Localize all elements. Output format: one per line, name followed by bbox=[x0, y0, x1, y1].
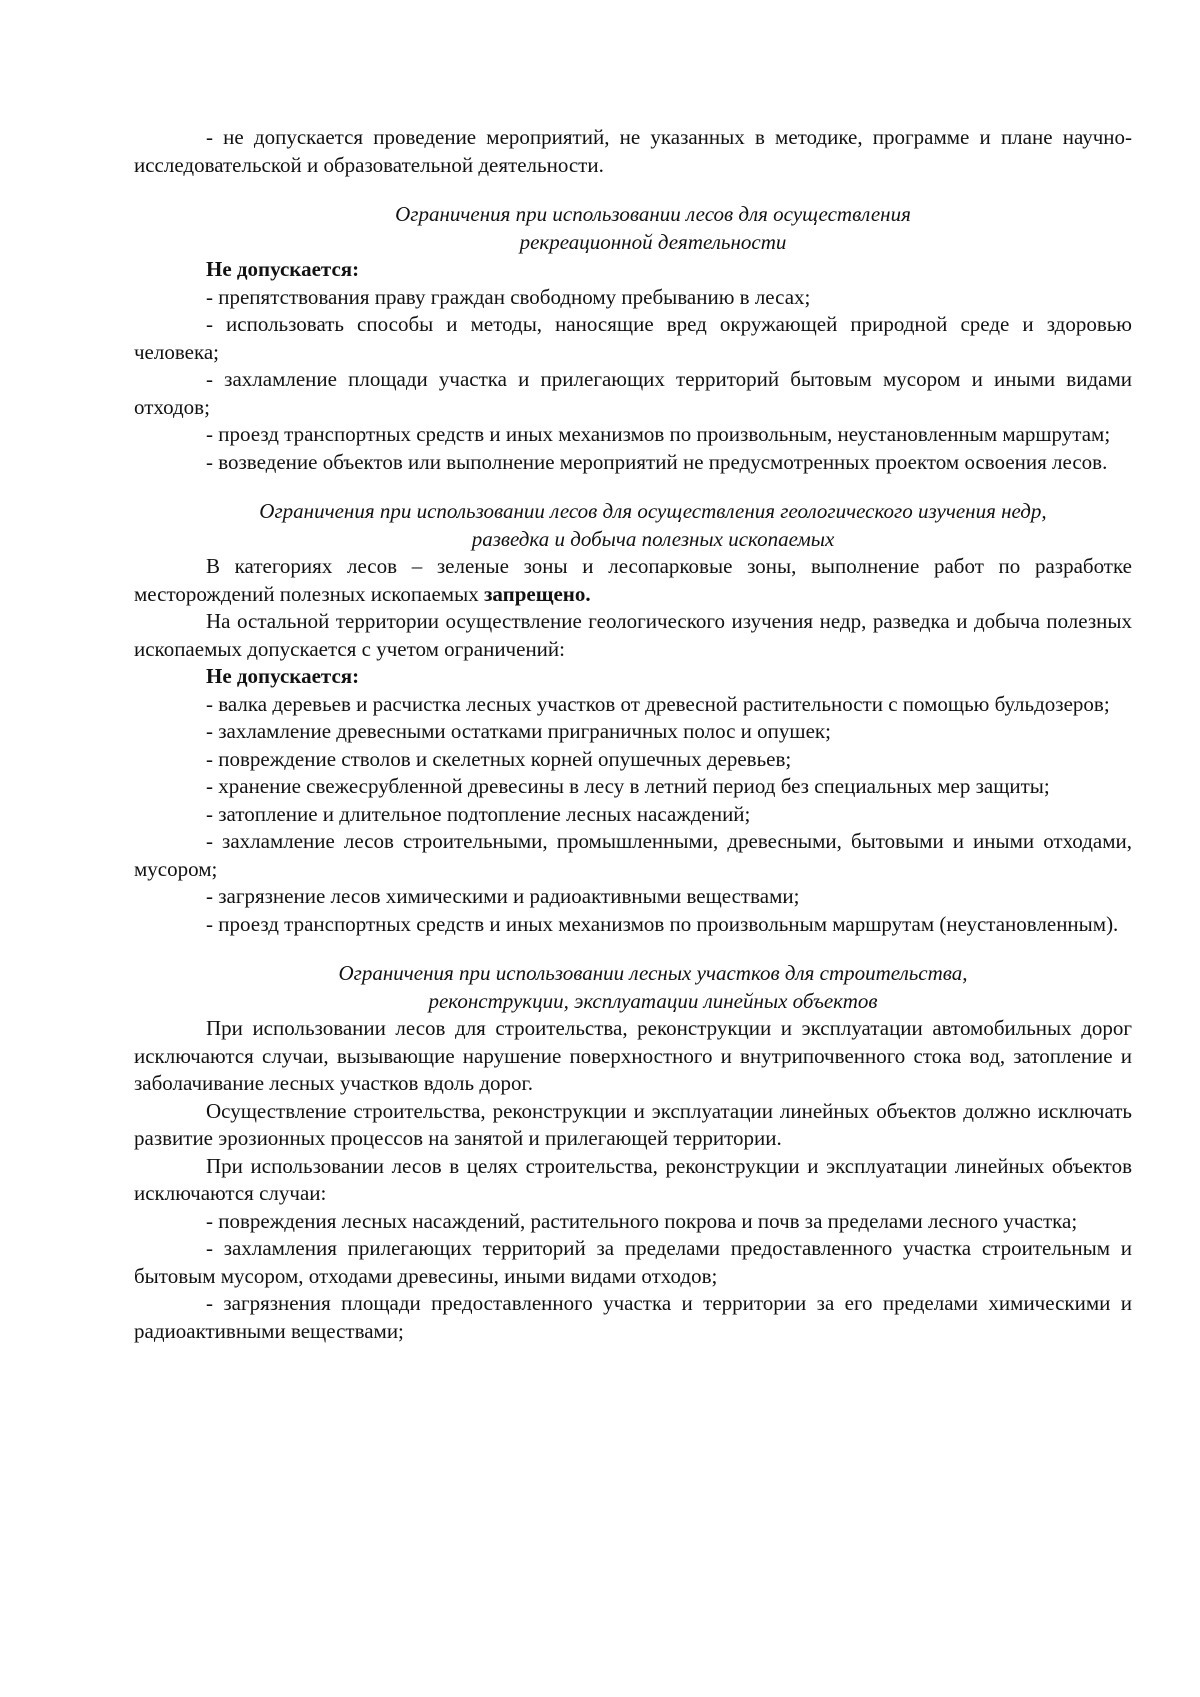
list-item: - повреждения лесных насаждений, растительного покрова и почв за пределами лесного участка; bbox=[206, 1208, 1078, 1233]
section1-heading-line1: Ограничения при использовании лесов для осуществления bbox=[395, 202, 911, 226]
list-item: - захламления прилегающих территорий за пределами предоставленного участка строительным и бытовым мусором, отходами древесины, иными видами отходов; bbox=[134, 1236, 1132, 1288]
list-item: - хранение свежесрубленной древесины в лесу в летний период без специальных мер защиты; bbox=[206, 774, 1050, 798]
section2-heading bbox=[134, 498, 1132, 553]
list-item: - валка деревьев и расчистка лесных участков от древесной растительности с помощью бульдозеров; bbox=[206, 691, 1110, 716]
section2-heading-line2: разведка и добыча полезных ископаемых bbox=[471, 526, 835, 551]
section3-heading-line2: реконструкции, эксплуатации линейных объектов bbox=[428, 988, 878, 1013]
section2-heading-line1: Ограничения при использовании лесов для осуществления геологического изучения недр, bbox=[259, 499, 1047, 523]
list-item: - захламление древесными остатками приграничных полос и опушек; bbox=[206, 719, 831, 743]
list-item: - повреждение стволов и скелетных корней опушечных деревьев; bbox=[206, 746, 792, 771]
list-item: - проезд транспортных средств и иных механизмов по произвольным маршрутам (неустановленным). bbox=[206, 911, 1119, 936]
section3-heading bbox=[134, 960, 1132, 1015]
list-item: - использовать способы и методы, наносящие вред окружающей природной среде и здоровью человека; bbox=[134, 312, 1132, 364]
section2-para1-bold: запрещено. bbox=[483, 581, 591, 606]
section2-paragraph-1 bbox=[134, 553, 1132, 608]
list-item: - возведение объектов или выполнение мероприятий не предусмотренных проектом освоения лесов. bbox=[206, 449, 1108, 474]
section1-label: Не допускается: bbox=[206, 257, 360, 281]
section1-heading-line2: рекреационной деятельности bbox=[519, 229, 787, 254]
section3-paragraph-1: При использовании лесов для строительства, реконструкции и эксплуатации автомобильных дорог исключаются случаи, вызывающие нарушение поверхностного и внутрипочвенного стока вод, затопление и заболачивание лесных участков вдоль дорог. bbox=[134, 1016, 1132, 1095]
list-item: - загрязнения площади предоставленного участка и территории за его пределами химическими и радиоактивными веществами; bbox=[134, 1291, 1132, 1343]
list-item: - препятствования праву граждан свободному пребыванию в лесах; bbox=[206, 284, 811, 309]
section3-heading-line1: Ограничения при использовании лесных участков для строительства, bbox=[338, 961, 968, 985]
list-item: - затопление и длительное подтопление лесных насаждений; bbox=[206, 801, 751, 826]
section1-heading bbox=[134, 201, 1132, 256]
intro-paragraph: - не допускается проведение мероприятий, не указанных в методике, программе и плане научно-исследовательской и образовательной деятельности. bbox=[134, 125, 1132, 177]
list-item: - захламление площади участка и прилегающих территорий бытовым мусором и иными видами отходов; bbox=[134, 367, 1132, 419]
list-item: - захламление лесов строительными, промышленными, древесными, бытовыми и иными отходами, мусором; bbox=[134, 829, 1132, 881]
list-item: - загрязнение лесов химическими и радиоактивными веществами; bbox=[206, 884, 800, 908]
section2-para1-text: В категориях лесов – зеленые зоны и лесопарковые зоны, выполнение работ по разработке месторождений полезных ископаемых bbox=[134, 554, 1132, 606]
section2-label: Не допускается: bbox=[206, 664, 360, 688]
section3-paragraph-3: При использовании лесов в целях строительства, реконструкции и эксплуатации линейных объектов исключаются случаи: bbox=[134, 1153, 1132, 1205]
list-item: - проезд транспортных средств и иных механизмов по произвольным, неустановленным маршрутам; bbox=[206, 422, 1111, 446]
section2-paragraph-2: На остальной территории осуществление геологического изучения недр, разведка и добыча полезных ископаемых допускается с учетом ограничений: bbox=[134, 609, 1132, 661]
section3-paragraph-2: Осуществление строительства, реконструкции и эксплуатации линейных объектов должно исключать развитие эрозионных процессов на занятой и прилегающей территории. bbox=[134, 1098, 1132, 1150]
